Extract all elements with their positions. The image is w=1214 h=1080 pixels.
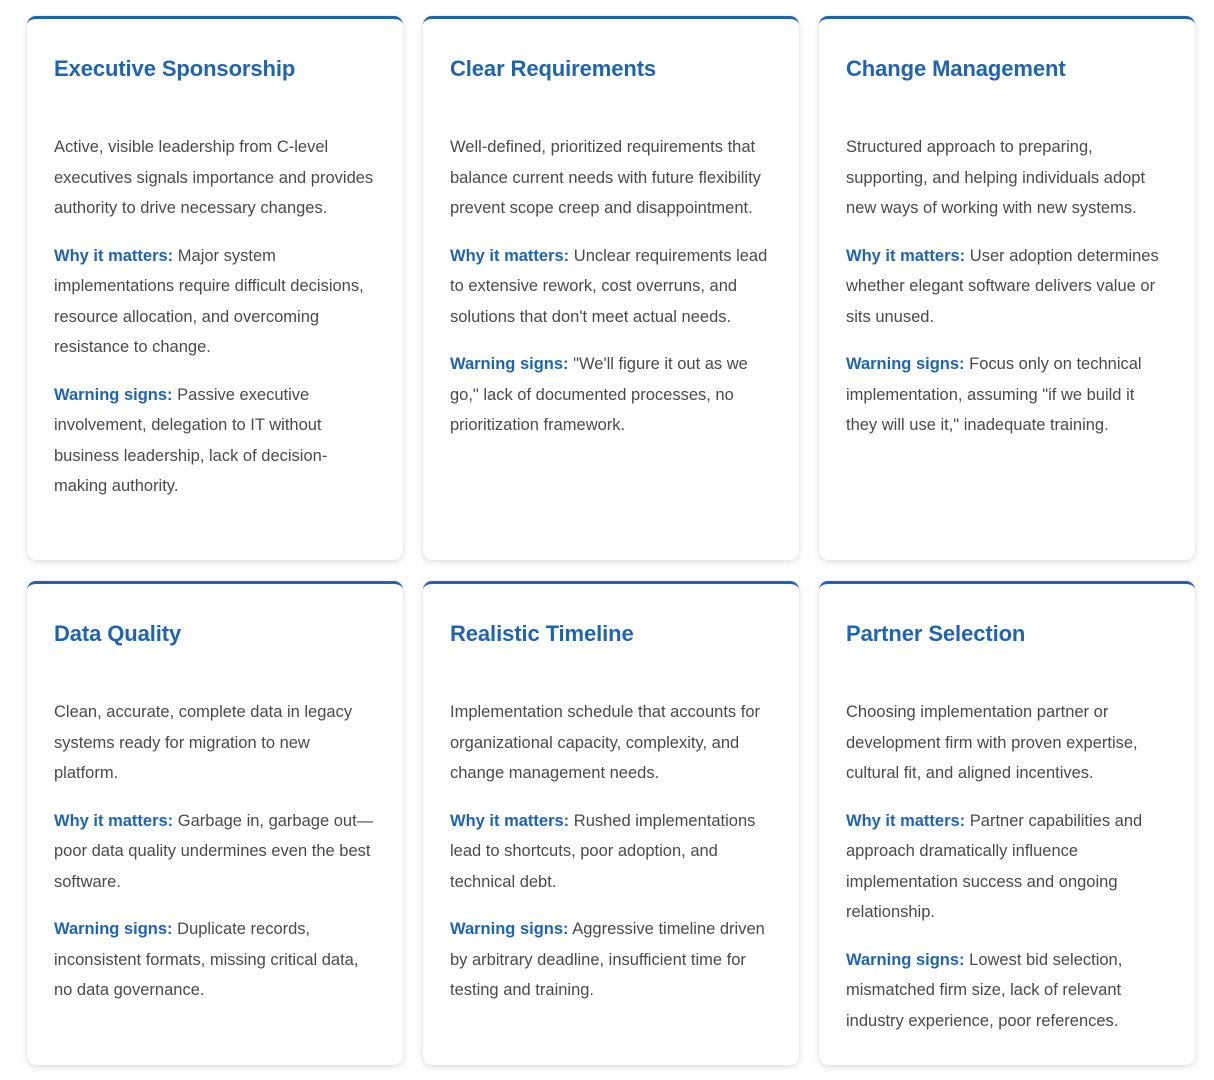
warning-signs xyxy=(846,945,1169,1037)
card-clear-requirements xyxy=(423,16,799,560)
why-text: User adoption determines whether elegant software delivers value or sits unused. xyxy=(846,246,1159,326)
card-title: Data Quality xyxy=(54,621,182,646)
why-text: Rushed implementations lead to shortcuts, poor adoption, and technical debt. xyxy=(450,811,756,891)
card-description: Implementation schedule that accounts for organizational capacity, complexity, and change management needs. xyxy=(450,703,761,782)
why-it-matters xyxy=(450,241,773,333)
card-title: Executive Sponsorship xyxy=(54,56,296,81)
warning-signs xyxy=(450,349,773,441)
why-label: Why it matters: xyxy=(450,811,570,830)
card-title: Realistic Timeline xyxy=(450,621,634,646)
card-executive-sponsorship xyxy=(27,16,403,560)
card-description: Well-defined, prioritized requirements that balance current needs with future flexibility prevent scope creep and disappointment. xyxy=(450,138,761,217)
why-it-matters xyxy=(54,241,377,363)
warning-text: Aggressive timeline driven by arbitrary deadline, insufficient time for testing and training. xyxy=(450,920,765,999)
card-title: Change Management xyxy=(846,56,1066,81)
why-it-matters xyxy=(450,806,773,898)
card-title: Clear Requirements xyxy=(450,56,657,81)
why-text: Unclear requirements lead to extensive rework, cost overruns, and solutions that don't meet actual needs. xyxy=(450,246,768,326)
card-description: Structured approach to preparing, supporting, and helping individuals adopt new ways of working with new systems. xyxy=(846,138,1146,217)
why-it-matters xyxy=(846,241,1169,333)
warning-text: Focus only on technical implementation, assuming "if we build it they will use it," inadequate training. xyxy=(846,355,1142,434)
card-partner-selection xyxy=(819,581,1195,1065)
warning-text: "We'll figure it out as we go," lack of documented processes, no prioritization framework. xyxy=(450,355,748,434)
why-label: Why it matters: xyxy=(846,246,966,265)
card-description: Active, visible leadership from C-level executives signals importance and provides authority to drive necessary changes. xyxy=(54,138,374,217)
warning-label: Warning signs: xyxy=(450,355,569,373)
warning-label: Warning signs: xyxy=(54,920,173,938)
why-label: Why it matters: xyxy=(450,246,570,265)
warning-signs xyxy=(54,914,377,1006)
card-data-quality xyxy=(27,581,403,1065)
warning-label: Warning signs: xyxy=(846,355,965,373)
warning-signs xyxy=(54,380,377,502)
warning-text: Lowest bid selection, mismatched firm size, lack of relevant industry experience, poor references. xyxy=(846,950,1123,1030)
warning-label: Warning signs: xyxy=(54,385,173,404)
why-text: Major system implementations require difficult decisions, resource allocation, and overcoming resistance to change. xyxy=(54,246,364,356)
why-text: Partner capabilities and approach dramatically influence implementation success and ongoing relationship. xyxy=(846,811,1143,921)
why-label: Why it matters: xyxy=(846,811,966,830)
why-text: Garbage in, garbage out—poor data quality undermines even the best software. xyxy=(54,811,374,891)
card-title: Partner Selection xyxy=(846,621,1026,646)
warning-label: Warning signs: xyxy=(846,950,965,969)
warning-text: Passive executive involvement, delegation to IT without business leadership, lack of decision-making authority. xyxy=(54,385,328,495)
warning-signs xyxy=(450,914,773,1006)
card-realistic-timeline xyxy=(423,581,799,1065)
card-description: Clean, accurate, complete data in legacy systems ready for migration to new platform. xyxy=(54,703,353,782)
card-change-management xyxy=(819,16,1195,560)
why-it-matters xyxy=(846,806,1169,928)
why-label: Why it matters: xyxy=(54,811,174,830)
warning-signs xyxy=(846,349,1169,441)
why-it-matters xyxy=(54,806,377,898)
warning-label: Warning signs: xyxy=(450,920,569,938)
card-description: Choosing implementation partner or development firm with proven expertise, cultural fit, and aligned incentives. xyxy=(846,703,1138,782)
warning-text: Duplicate records, inconsistent formats, missing critical data, no data governance. xyxy=(54,920,359,999)
why-label: Why it matters: xyxy=(54,246,174,265)
